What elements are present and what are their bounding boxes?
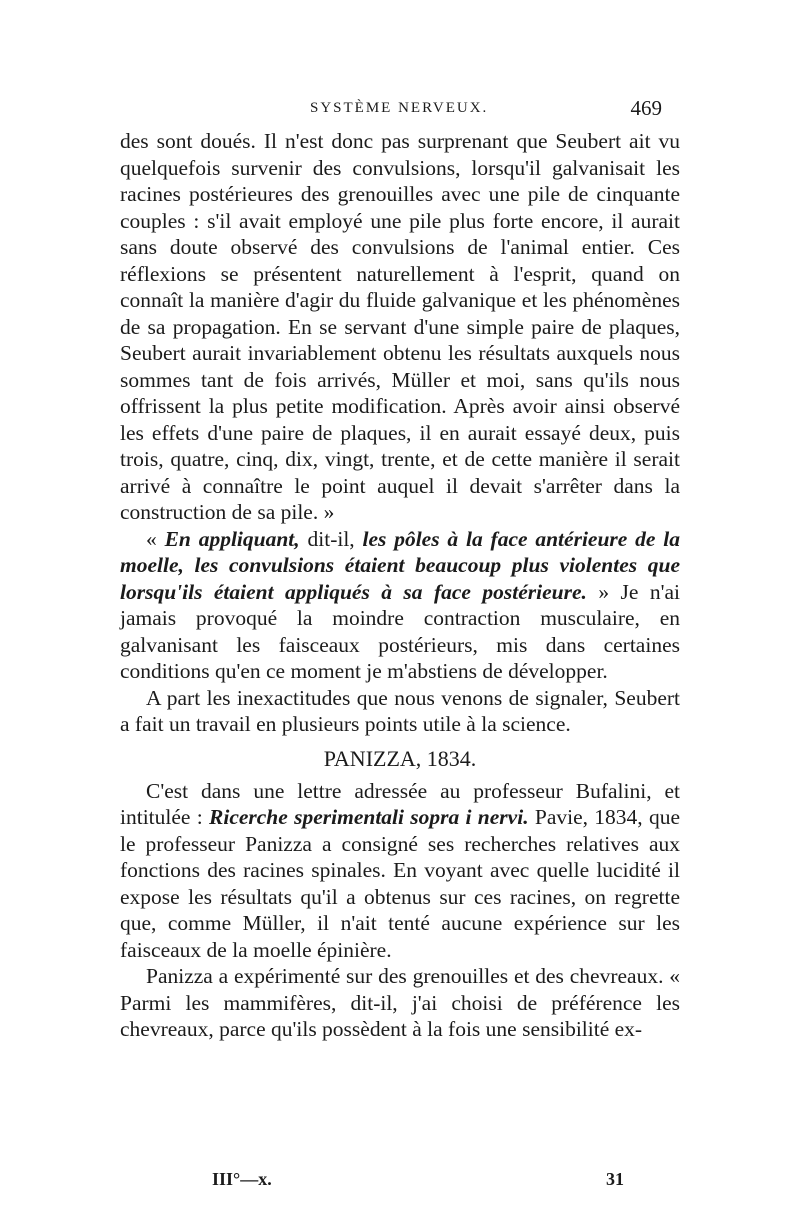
paragraph <box>120 128 680 526</box>
paragraph <box>120 778 680 964</box>
book-page <box>120 94 680 1194</box>
text-segment: des sont doués. Il n'est donc pas surprenant que Seubert ait vu quelquefois survenir des convulsions, lorsqu'il galvanisait les racines postérieures des grenouilles avec une pile de cinquante couples : s'il avait employé une pile plus forte encore, il aurait sans doute observé des convulsions de l'animal entier. Ces réflexions se présentent naturellement à l'esprit, quand on connaît la manière d'agir du fluide galvanique et les phénomènes de sa propagation. En se servant d'une simple paire de plaques, Seubert aurait invariablement obtenu les résultats auxquels nous sommes tant de fois arrivés, Müller et moi, sans qu'ils nous offrissent la plus petite modification. Après avoir ainsi observé les effets d'une paire de plaques, il en aurait essayé deux, puis trois, quatre, cinq, dix, vingt, trente, et de cette manière il serait arrivé à connaître le point auquel il devait s'arrêter dans la construction de sa pile. » <box>120 129 680 524</box>
text-segment: » Je n'ai jamais provoqué la moindre contraction musculaire, en galvanisant les faisceaux postérieurs, mis dans certaines conditions qu'en ce moment je m'abstiens de développer. <box>120 579 680 683</box>
page-number: 469 <box>630 96 662 120</box>
signature-mark: III°—x. <box>212 1169 272 1189</box>
italic-segment: Ricerche sperimentali sopra i nervi. <box>209 805 529 829</box>
page-footer <box>120 1169 680 1195</box>
text-segment: Panizza a expérimenté sur des grenouilles et des chevreaux. « Parmi les mammifères, dit-il, j'ai choisi de préférence les chevreaux, parce qu'ils possèdent à la fois une sensibilité ex- <box>120 964 680 1041</box>
text-segment: C'est dans une lettre adressée au professeur Bufalini, et intitulée : <box>120 778 680 829</box>
text-segment: A part les inexactitudes que nous venons de signaler, Seubert a fait un travail en plusieurs points utile à la science. <box>120 685 680 736</box>
text-segment: dit-il, <box>299 526 363 551</box>
page-body <box>120 128 680 1043</box>
sheet-number: 31 <box>606 1169 624 1189</box>
running-title: SYSTÈME NERVEUX. <box>310 100 489 116</box>
italic-segment: En appliquant, <box>164 526 300 551</box>
text-segment: Pavie, 1834, que le professeur Panizza a consigné ses recherches relatives aux fonctions des racines spinales. En voyant avec quelle lucidité il expose les résultats qu'il a obtenus sur ces racines, on regrette que, comme Müller, il n'ait tenté aucune expérience sur les faisceaux de la moelle épinière. <box>120 805 680 962</box>
running-head <box>120 94 680 128</box>
paragraph <box>120 963 680 1043</box>
paragraph <box>120 526 680 685</box>
paragraph <box>120 685 680 738</box>
section-heading: PANIZZA, 1834. <box>323 745 477 771</box>
text-segment: « <box>146 526 165 551</box>
italic-segment: les pôles à la face antérieure de la moelle, les convulsions étaient beaucoup plus violentes que lorsqu'ils étaient appliqués à sa face postérieure. <box>120 526 680 604</box>
